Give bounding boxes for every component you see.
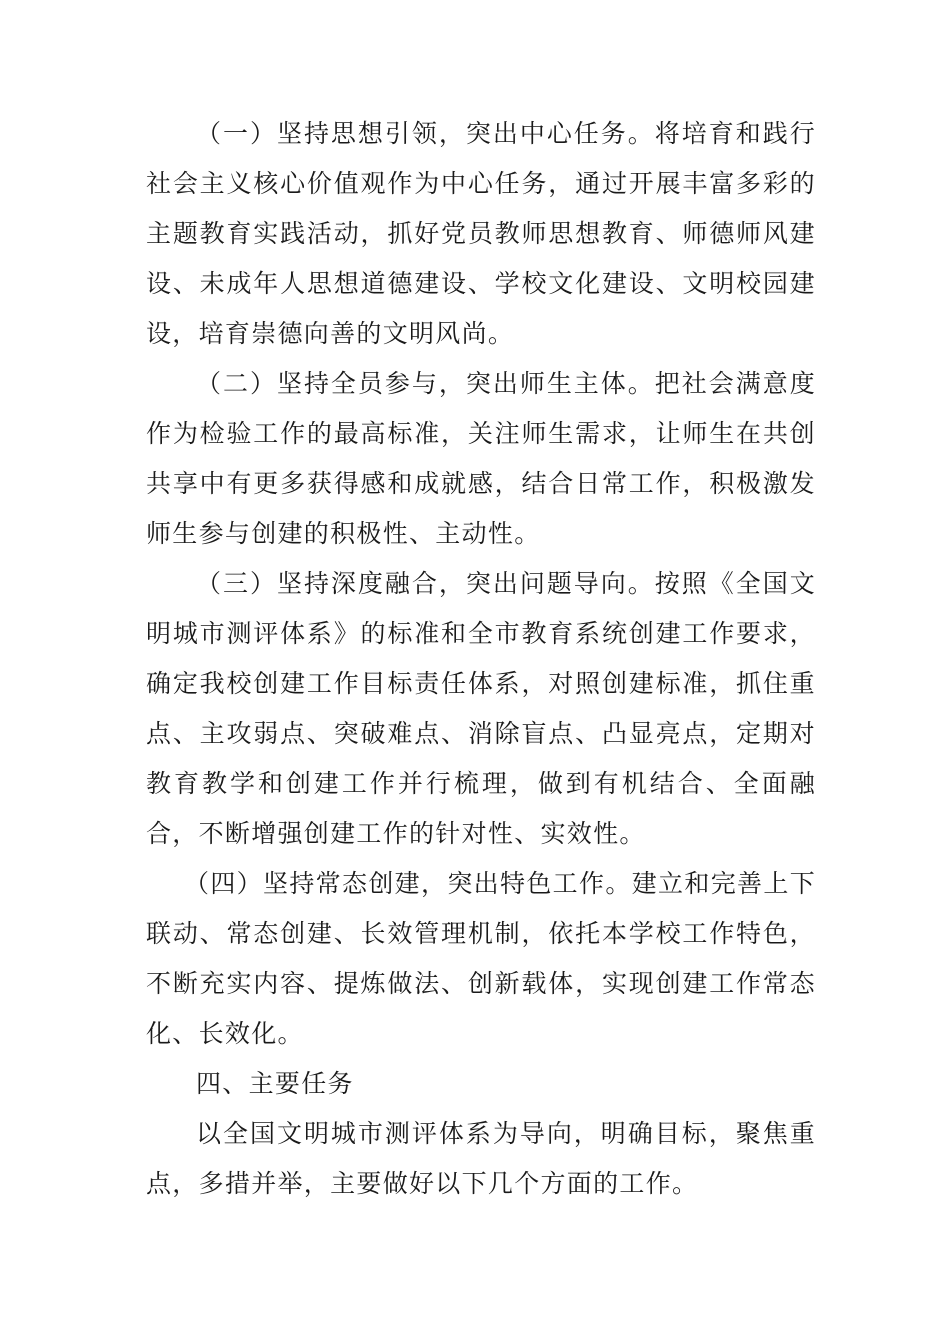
paragraph-main-tasks-intro: 以全国文明城市测评体系为导向，明确目标，聚焦重点，多措并举，主要做好以下几个方面的工作。 (146, 1119, 816, 1198)
section-heading-main-tasks: 四、主要任务 (196, 1069, 354, 1098)
paragraph-principle-4: （四）坚持常态创建，突出特色工作。建立和完善上下联动、常态创建、长效管理机制，依托本学校工作特色，不断充实内容、提炼做法、创新载体，实现创建工作常态化、长效化。 (146, 869, 816, 1048)
paragraph-principle-1: （一）坚持思想引领，突出中心任务。将培育和践行社会主义核心价值观作为中心任务，通过开展丰富多彩的主题教育实践活动，抓好党员教师思想教育、师德师风建设、未成年人思想道德建设、学校文化建设、文明校园建设，培育崇德向善的文明风尚。 (146, 119, 816, 348)
document-body (146, 109, 816, 1209)
paragraph-principle-3: （三）坚持深度融合，突出问题导向。按照《全国文明城市测评体系》的标准和全市教育系统创建工作要求，确定我校创建工作目标责任体系，对照创建标准，抓住重点、主攻弱点、突破难点、消除盲点、凸显亮点，定期对教育教学和创建工作并行梳理，做到有机结合、全面融合，不断增强创建工作的针对性、实效性。 (146, 569, 816, 848)
paragraph-principle-2: （二）坚持全员参与，突出师生主体。把社会满意度作为检验工作的最高标准，关注师生需求，让师生在共创共享中有更多获得感和成就感，结合日常工作，积极激发师生参与创建的积极性、主动性。 (146, 369, 816, 548)
